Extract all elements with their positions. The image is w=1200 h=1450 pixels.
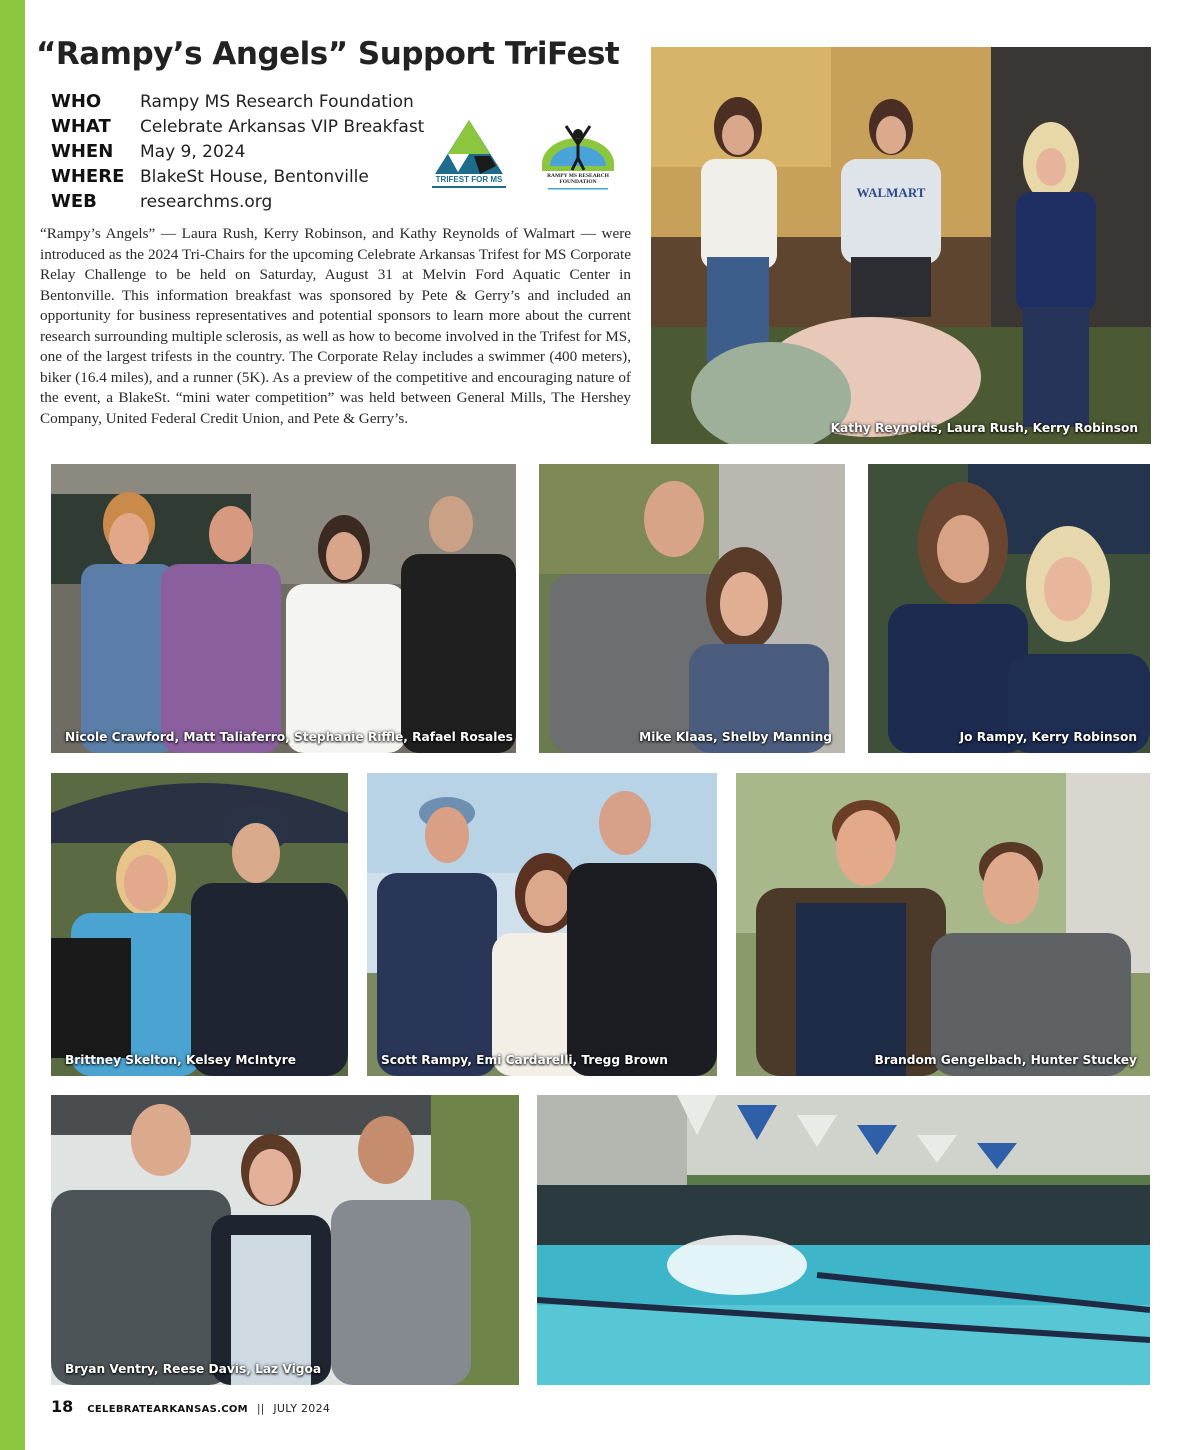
photo-pool-swim — [537, 1095, 1150, 1385]
publication-url[interactable]: CELEBRATEARKANSAS.COM — [87, 1404, 248, 1415]
fact-key: WHAT — [51, 116, 111, 137]
fact-when — [51, 139, 424, 164]
event-facts — [51, 89, 424, 214]
photo-image — [51, 464, 516, 753]
fact-value: May 9, 2024 — [140, 141, 246, 162]
fact-key: WEB — [51, 191, 97, 212]
photo-image — [651, 47, 1151, 444]
photo-caption: Scott Rampy, Emi Cardarelli, Tregg Brown — [381, 1053, 668, 1067]
photo-caption: Mike Klaas, Shelby Manning — [639, 730, 832, 744]
footer-separator: || — [256, 1402, 265, 1415]
article-body: “Rampy’s Angels” — Laura Rush, Kerry Robinson, and Kathy Reynolds of Walmart — were introduced as the 2024 Tri-Chairs for the upcoming Celebrate Arkansas Trifest for MS Corporate Relay Challenge to be held on Saturday, August 31 at Melvin Ford Aquatic Center in Bentonville. This information breakfast was sponsored by Pete & Gerry’s and included an opportunity for business representatives and potential sponsors to learn more about the current research surrounding multiple sclerosis, as well as how to become involved in the Trifest for MS, one of the largest trifests in the country. The Corporate Relay includes a swimmer (400 meters), biker (16.4 miles), and a runner (5K). As a preview of the competitive and encouraging nature of the event, a BlakeSt. “mini water competition” was held between General Mills, The Hershey Company, United Federal Credit Union, and Pete & Gerry’s. — [40, 225, 631, 427]
fact-what — [51, 114, 424, 139]
photo-caption: Brittney Skelton, Kelsey McIntyre — [65, 1053, 296, 1067]
photo-pair-skelton-mcintyre — [51, 773, 348, 1076]
fact-value: BlakeSt House, Bentonville — [140, 166, 369, 187]
fact-where — [51, 164, 424, 189]
trifest-logo-icon — [424, 116, 514, 194]
svg-text:RAMPY MS RESEARCH: RAMPY MS RESEARCH — [547, 173, 609, 179]
svg-text:FOUNDATION: FOUNDATION — [559, 179, 597, 185]
issue-date: JULY 2024 — [273, 1402, 331, 1415]
photo-group-ventry-davis-vigoa — [51, 1095, 519, 1385]
fact-value[interactable]: researchms.org — [140, 191, 273, 212]
photo-group-three — [367, 773, 717, 1076]
photo-caption: Nicole Crawford, Matt Taliaferro, Stephanie Riffle, Rafael Rosales — [65, 730, 513, 744]
rampy-foundation-logo-icon — [532, 116, 624, 196]
accent-bar — [0, 0, 25, 1450]
photo-image — [51, 1095, 519, 1385]
svg-text:WALMART: WALMART — [856, 185, 926, 200]
photo-caption: Kathy Reynolds, Laura Rush, Kerry Robinson — [830, 421, 1138, 435]
photo-image — [736, 773, 1150, 1076]
photo-chairs — [651, 47, 1151, 444]
fact-key: WHERE — [51, 166, 125, 187]
photo-image — [868, 464, 1150, 753]
article-title: “Rampy’s Angels” Support TriFest — [36, 36, 620, 72]
photo-caption: Brandom Gengelbach, Hunter Stuckey — [874, 1053, 1137, 1067]
photo-group-four — [51, 464, 516, 753]
photo-image — [537, 1095, 1150, 1385]
photo-image — [367, 773, 717, 1076]
photo-pair-rampy-robinson — [868, 464, 1150, 753]
fact-value: Rampy MS Research Foundation — [140, 91, 414, 112]
photo-caption: Jo Rampy, Kerry Robinson — [959, 730, 1137, 744]
page-number: 18 — [51, 1397, 74, 1416]
fact-who — [51, 89, 424, 114]
photo-image — [51, 773, 348, 1076]
fact-key: WHEN — [51, 141, 114, 162]
svg-text:TRIFEST FOR MS: TRIFEST FOR MS — [435, 175, 503, 184]
photo-image — [539, 464, 845, 753]
fact-value: Celebrate Arkansas VIP Breakfast — [140, 116, 425, 137]
fact-key: WHO — [51, 91, 102, 112]
photo-pair-klaas-manning — [539, 464, 845, 753]
page-footer — [51, 1397, 330, 1416]
photo-caption: Bryan Ventry, Reese Davis, Laz Vigoa — [65, 1362, 322, 1376]
photo-pair-gengelbach-stuckey — [736, 773, 1150, 1076]
fact-web — [51, 189, 424, 214]
